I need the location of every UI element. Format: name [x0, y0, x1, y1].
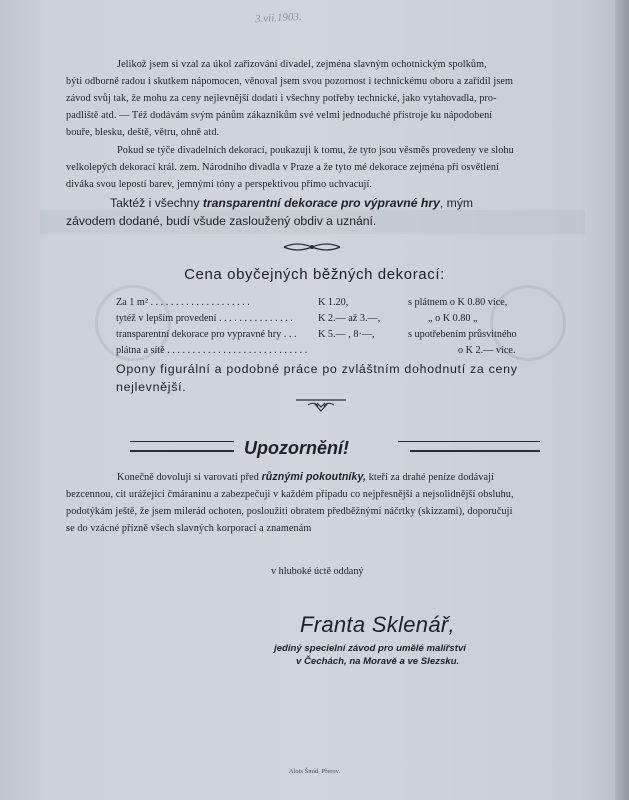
- warning-line: [66, 469, 556, 486]
- highlight-text: Taktéž i všechny: [110, 196, 203, 210]
- divider-ornament: [282, 240, 342, 254]
- page-edge: [615, 0, 629, 800]
- intro-line: závod svůj tak, že mohu za ceny nejlevnější dodati i všechny potřeby technické, jako vytahovadla, pro-: [66, 93, 497, 104]
- curtains-line-1: Opony figurální a podobné práce po zvláštním dohodnutí za ceny: [116, 362, 518, 376]
- divider-ornament: [296, 397, 346, 413]
- price-row: [116, 297, 250, 308]
- price-value: K 5.— , 8·—,: [318, 329, 375, 340]
- price-label: transparentní dekorace pro vypravné hry: [116, 329, 282, 340]
- decorations-line: Pokud se týče divadelních dekorací, poukazuji k tomu, že tyto jsou věsměs provedeny ve slohu: [117, 145, 514, 156]
- warning-line: bezcennou, cit urážející čmáraninu a zabezpečuji v každém případu co nejpřesnější a nejsolidnější obsluhu,: [66, 489, 514, 500]
- transparent-highlight: [66, 194, 552, 230]
- intro-line: Jelikož jsem si vzal za úkol zařizování divadel, zejména slavným ochotnickým spolkům,: [117, 59, 487, 70]
- price-label: Za 1 m²: [116, 297, 148, 308]
- curtains-line-2: nejlevnější.: [116, 380, 187, 394]
- pencil-note: 3.vii.1903.: [254, 10, 303, 26]
- warning-paragraph: [66, 469, 556, 537]
- signature-name: Franta Sklenář,: [300, 612, 455, 637]
- warning-rule-left-extra: [130, 441, 234, 442]
- intro-paragraph: [66, 56, 552, 141]
- price-value: K 2.— až 3.—,: [318, 313, 381, 324]
- curtains-note: [116, 360, 586, 396]
- signature-line-1: jediný specielní závod pro umělé malířství: [274, 643, 466, 654]
- warning-text: kteří za drahé peníze dodávají: [366, 472, 494, 483]
- warning-title: Upozornění!: [244, 438, 349, 458]
- price-value: o K 2.— více.: [458, 345, 516, 356]
- intro-line: bouře, blesku, deště, větru, ohně atd.: [66, 127, 220, 138]
- decorations-line: velkolepých dekorací král. zem. Národního divadla v Praze a že tyto mé dekorace zejména při osvětlení: [66, 162, 499, 173]
- warning-rule-left: [130, 450, 234, 452]
- warning-emphasis: různými pokoutníky,: [261, 471, 367, 483]
- warning-rule-right: [410, 450, 540, 452]
- warning-text: Konečně dovoluji si varovati před: [117, 472, 262, 483]
- price-row: [116, 313, 293, 324]
- closing-line: v hluboké úctě oddaný: [271, 566, 364, 577]
- price-dots: . . . . . . . . . . . . . . . . . . . . . . . . . . . .: [167, 345, 308, 356]
- highlight-line-2: závodem dodané, budí všude zasloužený obdiv a uznání.: [66, 214, 377, 228]
- decorations-line: diváka svou lepostí barev, jemnými tóny a perspektivou přímo uchvacují.: [66, 179, 373, 190]
- intro-line: padliště atd. — Též dodávám svým pánům zákazníkům své velmi jednoduché přístroje ku nápodobení: [66, 110, 493, 121]
- printer-imprint: Alois Šmíd, Přerov.: [288, 768, 341, 775]
- highlight-text: , mým: [439, 196, 474, 210]
- price-extra: „ o K 0.80 „: [428, 313, 478, 324]
- intro-line: býti odborně radou i skutkem nápomocen, věnoval jsem svou pozornost i technickému oboru a zařídil jsem: [66, 76, 514, 87]
- price-label: plátna a sítě: [116, 345, 165, 356]
- signature-line-2: v Čechách, na Moravě a ve Slezsku.: [296, 656, 460, 667]
- price-dots: . . .: [283, 329, 297, 340]
- price-dots: . . . . . . . . . . . . . . .: [218, 313, 293, 324]
- decorations-paragraph: [66, 142, 552, 193]
- price-heading: Cena obyčejných běžných dekorací:: [184, 266, 445, 283]
- warning-line: podotýkám ještě, že jsem milerád ochoten, posloužiti obratem předběžnými náčrtky (skizzami), doporučuji: [66, 506, 513, 517]
- price-dots: . . . . . . . . . . . . . . . . . . . .: [150, 297, 250, 308]
- price-extra: s plátnem o K 0.80 více,: [408, 297, 508, 308]
- highlight-emphasis: transparentní dekorace pro výpravné hry: [202, 196, 440, 210]
- price-value: K 1.20,: [318, 297, 349, 308]
- price-extra: s upotřebením průsvitného: [408, 329, 517, 340]
- price-row: [116, 345, 307, 356]
- price-row: [116, 329, 296, 340]
- highlight-line-1: [66, 194, 552, 212]
- warning-rule-right-extra: [398, 441, 540, 442]
- price-label: tytéž v lepším provedení: [116, 313, 217, 324]
- warning-line: se do vzácné přízně všech slavných korporací a znamenám: [66, 523, 312, 534]
